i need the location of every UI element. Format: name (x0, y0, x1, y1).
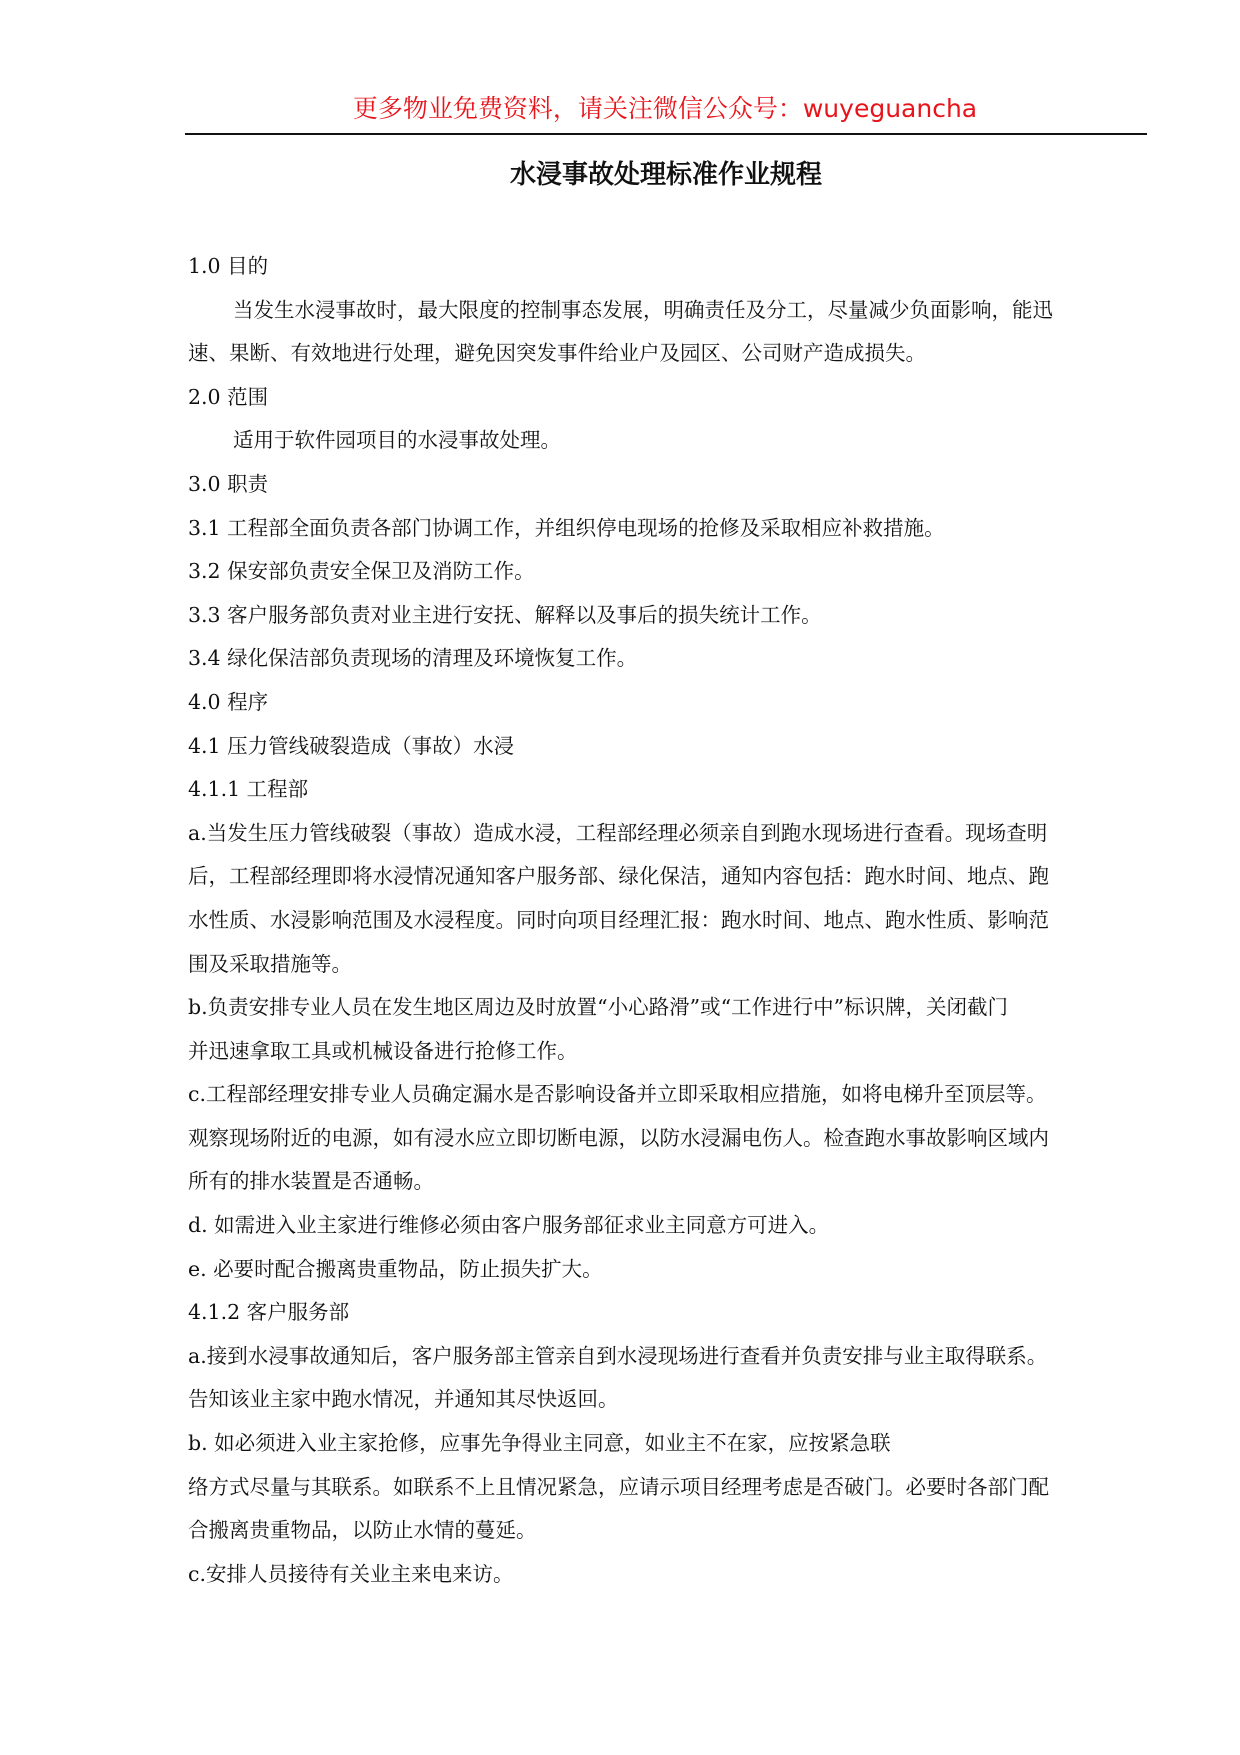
header-banner: 更多物业免费资料，请关注微信公众号：wuyeguancha (352, 94, 978, 123)
paragraph-line: 观察现场附近的电源，如有浸水应立即切断电源，以防水浸漏电伤人。检查跑水事故影响区域内 (188, 1125, 1049, 1150)
paragraph-line: 水性质、水浸影响范围及水浸程度。同时向项目经理汇报：跑水时间、地点、跑水性质、影响范 (188, 907, 1049, 932)
section-heading: 4.0 程序 (188, 689, 269, 714)
paragraph-line: 适用于软件园项目的水浸事故处理。 (233, 428, 561, 453)
paragraph-line: d. 如需进入业主家进行维修必须由客户服务部征求业主同意方可进入。 (188, 1213, 830, 1238)
paragraph-line: a.接到水浸事故通知后，客户服务部主管亲自到水浸现场进行查看并负责安排与业主取得联系。 (188, 1343, 1048, 1368)
subsection-heading: 4.1 压力管线破裂造成（事故）水浸 (188, 733, 515, 758)
paragraph-line: 告知该业主家中跑水情况，并通知其尽快返回。 (188, 1387, 619, 1412)
paragraph-line: 并迅速拿取工具或机械设备进行抢修工作。 (188, 1038, 578, 1063)
paragraph-line: 合搬离贵重物品，以防止水情的蔓延。 (188, 1518, 537, 1543)
paragraph-line: 围及采取措施等。 (188, 951, 352, 976)
paragraph-line: c.安排人员接待有关业主来电来访。 (188, 1561, 514, 1586)
paragraph-line: 络方式尽量与其联系。如联系不上且情况紧急，应请示项目经理考虑是否破门。必要时各部门配 (188, 1474, 1049, 1499)
paragraph-line: a.当发生压力管线破裂（事故）造成水浸，工程部经理必须亲自到跑水现场进行查看。现场查明 (188, 820, 1048, 845)
paragraph-line: 3.2 保安部负责安全保卫及消防工作。 (188, 559, 535, 584)
section-heading: 2.0 范围 (188, 384, 269, 409)
section-heading: 1.0 目的 (188, 254, 269, 278)
header-divider (185, 133, 1147, 135)
paragraph-line: e. 必要时配合搬离贵重物品，防止损失扩大。 (188, 1256, 603, 1281)
document-title: 水浸事故处理标准作业规程 (509, 160, 822, 190)
paragraph-line: b.负责安排专业人员在发生地区周边及时放置“小心路滑”或“工作进行中”标识牌，关闭截门 (188, 995, 1009, 1020)
paragraph-line: 3.3 客户服务部负责对业主进行安抚、解释以及事后的损失统计工作。 (188, 602, 822, 627)
paragraph-line: 所有的排水装置是否通畅。 (188, 1169, 434, 1194)
paragraph-line: b. 如必须进入业主家抢修，应事先争得业主同意，如业主不在家，应按紧急联 (188, 1431, 891, 1456)
section-heading: 3.0 职责 (188, 471, 269, 496)
paragraph-line: 3.4 绿化保洁部负责现场的清理及环境恢复工作。 (188, 646, 638, 671)
paragraph-line: 3.1 工程部全面负责各部门协调工作，并组织停电现场的抢修及采取相应补救措施。 (188, 515, 945, 540)
paragraph-line: c.工程部经理安排专业人员确定漏水是否影响设备并立即采取相应措施，如将电梯升至顶层等。 (188, 1082, 1047, 1107)
paragraph-line: 当发生水浸事故时，最大限度的控制事态发展，明确责任及分工，尽量减少负面影响，能迅 (233, 297, 1053, 322)
subsection-heading: 4.1.2 客户服务部 (188, 1300, 350, 1325)
document-body (188, 245, 1146, 1596)
paragraph-line: 速、果断、有效地进行处理，避免因突发事件给业户及园区、公司财产造成损失。 (188, 341, 926, 366)
subsection-heading: 4.1.1 工程部 (188, 777, 309, 802)
paragraph-line: 后，工程部经理即将水浸情况通知客户服务部、绿化保洁，通知内容包括：跑水时间、地点、跑 (188, 864, 1049, 889)
